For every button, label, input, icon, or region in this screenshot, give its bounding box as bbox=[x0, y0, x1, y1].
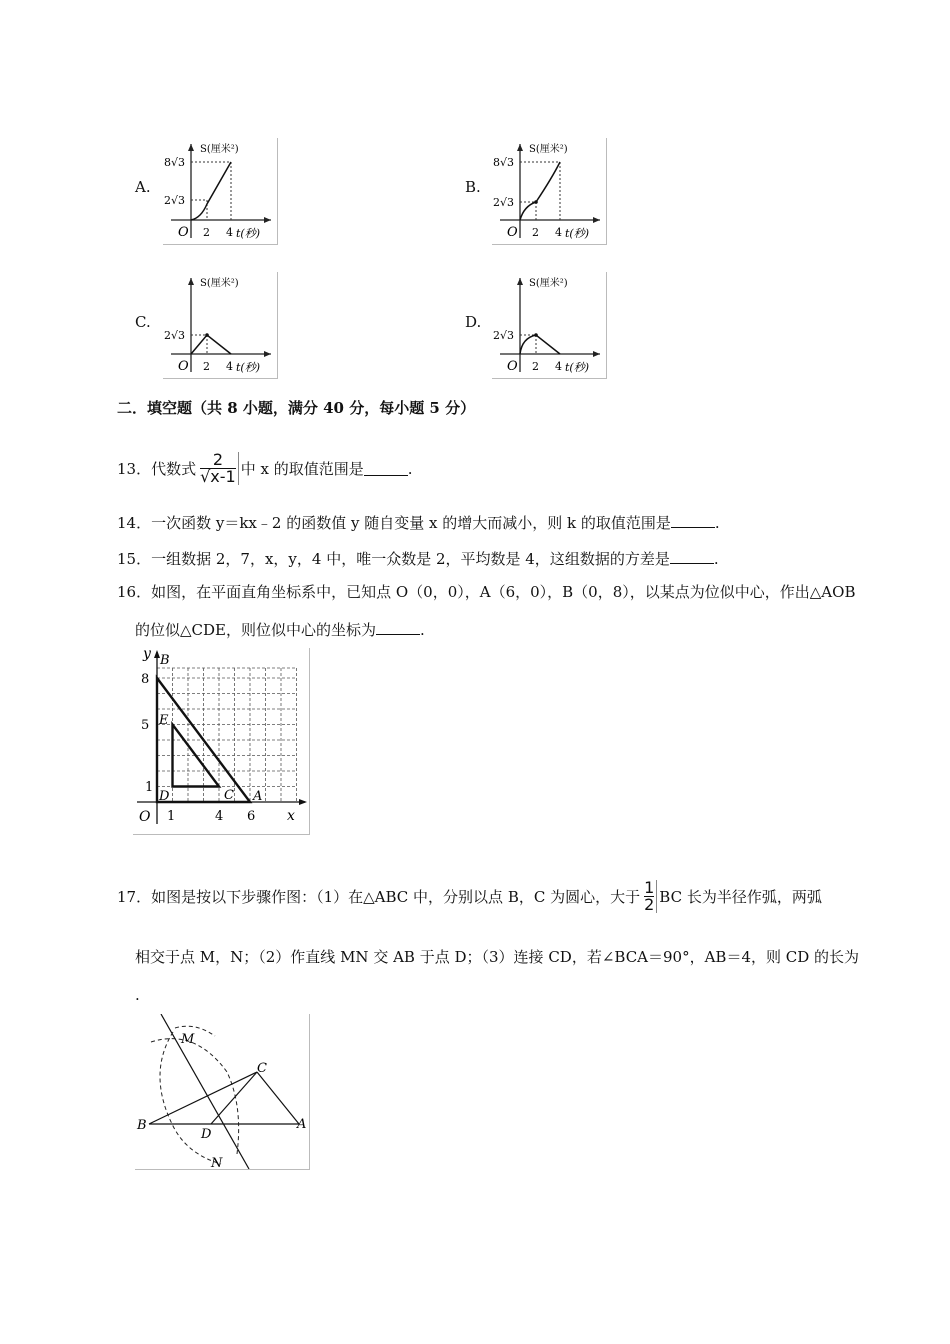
q13-fraction-numerator: 2 bbox=[200, 452, 236, 469]
x-tick-2: 2 bbox=[203, 360, 210, 373]
y-tick-8root3: 8√3 bbox=[164, 156, 186, 169]
y-tick-5: 5 bbox=[141, 718, 150, 733]
option-c-graph bbox=[163, 272, 278, 379]
x-tick-6: 6 bbox=[247, 809, 256, 824]
option-a-graph bbox=[163, 138, 278, 245]
q16-coordinate-figure bbox=[133, 648, 310, 835]
q17-fraction-numerator: 1 bbox=[644, 878, 655, 897]
question-15 bbox=[117, 549, 719, 569]
origin-label: O bbox=[178, 359, 189, 374]
q17-line-3: . bbox=[135, 986, 140, 1004]
y-axis-label: S(厘米²) bbox=[529, 144, 568, 155]
point-b-label: B bbox=[137, 1118, 147, 1133]
section-2-heading: 二．填空题（共 8 小题，满分 40 分，每小题 5 分） bbox=[117, 399, 476, 417]
x-tick-4: 4 bbox=[226, 360, 233, 373]
origin-label: O bbox=[139, 809, 151, 825]
option-b-graph bbox=[492, 138, 607, 245]
q16-line-2 bbox=[135, 620, 425, 640]
x-tick-2: 2 bbox=[203, 226, 210, 239]
q14-end: . bbox=[714, 514, 720, 532]
origin-label: O bbox=[507, 225, 518, 240]
y-axis-label: y bbox=[143, 648, 151, 662]
q17-fraction bbox=[642, 880, 657, 913]
q16-answer-blank[interactable] bbox=[376, 620, 420, 635]
x-tick-4: 4 bbox=[215, 809, 224, 824]
option-a-label[interactable]: A. bbox=[135, 178, 151, 196]
x-axis-label: t(秒) bbox=[236, 227, 261, 240]
y-axis-label: S(厘米²) bbox=[200, 278, 239, 289]
q16-grid bbox=[157, 668, 297, 802]
q17-line-1 bbox=[117, 880, 822, 913]
question-13 bbox=[117, 452, 413, 485]
q13-post: 中 x 的取值范围是 bbox=[240, 459, 364, 478]
option-b-label[interactable]: B. bbox=[465, 178, 481, 196]
origin-label: O bbox=[178, 225, 189, 240]
option-c-label[interactable]: C. bbox=[135, 313, 151, 331]
q15-text: 15．一组数据 2，7，x，y，4 中，唯一众数是 2，平均数是 4，这组数据的方差是 bbox=[117, 550, 670, 568]
x-tick-4: 4 bbox=[226, 226, 233, 239]
q15-answer-blank[interactable] bbox=[670, 549, 714, 564]
x-tick-4: 4 bbox=[555, 360, 562, 373]
q13-answer-blank[interactable] bbox=[364, 461, 408, 476]
y-tick-2root3: 2√3 bbox=[493, 329, 515, 342]
q14-text: 14．一次函数 y＝kx﹣2 的函数值 y 随自变量 x 的增大而减小，则 k 的取值范围是 bbox=[117, 514, 671, 532]
q17-line-1-post: BC 长为半径作弧，两弧 bbox=[659, 887, 822, 906]
point-e-label: E bbox=[159, 713, 169, 728]
x-tick-4: 4 bbox=[555, 226, 562, 239]
y-tick-8: 8 bbox=[141, 672, 150, 687]
x-tick-1: 1 bbox=[167, 809, 176, 824]
x-axis-label: x bbox=[287, 808, 295, 824]
point-m-label: M bbox=[181, 1032, 195, 1047]
point-a-label: A bbox=[253, 789, 263, 804]
q13-number: 13． bbox=[117, 459, 152, 478]
x-axis-label: t(秒) bbox=[565, 227, 590, 240]
y-tick-2root3: 2√3 bbox=[164, 329, 186, 342]
point-n-label: N bbox=[211, 1156, 223, 1169]
q16-end: . bbox=[420, 621, 425, 639]
x-axis-label: t(秒) bbox=[565, 361, 590, 374]
point-d-label: D bbox=[201, 1127, 212, 1142]
question-14 bbox=[117, 513, 720, 533]
option-d-label[interactable]: D. bbox=[465, 313, 482, 331]
point-a-label: A bbox=[297, 1117, 307, 1132]
y-tick-8root3: 8√3 bbox=[493, 156, 515, 169]
y-axis-label: S(厘米²) bbox=[200, 144, 239, 155]
q14-answer-blank[interactable] bbox=[671, 513, 715, 528]
point-c-label: C bbox=[257, 1061, 267, 1076]
q17-line-1-pre: 17．如图是按以下步骤作图：（1）在△ABC 中，分别以点 B，C 为圆心，大于 bbox=[117, 887, 641, 906]
q13-fraction bbox=[198, 452, 239, 485]
point-b-label: B bbox=[160, 653, 170, 668]
point-c-label: C bbox=[224, 788, 234, 803]
y-axis-label: S(厘米²) bbox=[529, 278, 568, 289]
q13-fraction-denominator: √x-1 bbox=[200, 467, 236, 486]
q17-construction-figure bbox=[135, 1014, 310, 1170]
q15-end: . bbox=[713, 550, 719, 568]
q16-line-2-text: 的位似△CDE，则位似中心的坐标为 bbox=[135, 621, 376, 639]
q16-line-1: 16．如图，在平面直角坐标系中，已知点 O（0，0），A（6，0），B（0，8），以某点为位似中心，作出△AOB bbox=[117, 583, 856, 601]
point-d-label: D bbox=[159, 789, 170, 804]
x-axis-label: t(秒) bbox=[236, 361, 261, 374]
q13-end: . bbox=[407, 459, 413, 478]
option-d-graph bbox=[492, 272, 607, 379]
y-tick-2root3: 2√3 bbox=[164, 194, 186, 207]
x-tick-2: 2 bbox=[532, 226, 539, 239]
x-tick-2: 2 bbox=[532, 360, 539, 373]
q17-fraction-denominator: 2 bbox=[644, 895, 655, 914]
q13-pre: 代数式 bbox=[151, 459, 197, 478]
y-tick-1: 1 bbox=[145, 780, 154, 795]
q17-line-2: 相交于点 M，N；（2）作直线 MN 交 AB 于点 D；（3）连接 CD，若∠BCA＝90°，AB＝4，则 CD 的长为 bbox=[135, 948, 860, 966]
y-tick-2root3: 2√3 bbox=[493, 196, 515, 209]
origin-label: O bbox=[507, 359, 518, 374]
